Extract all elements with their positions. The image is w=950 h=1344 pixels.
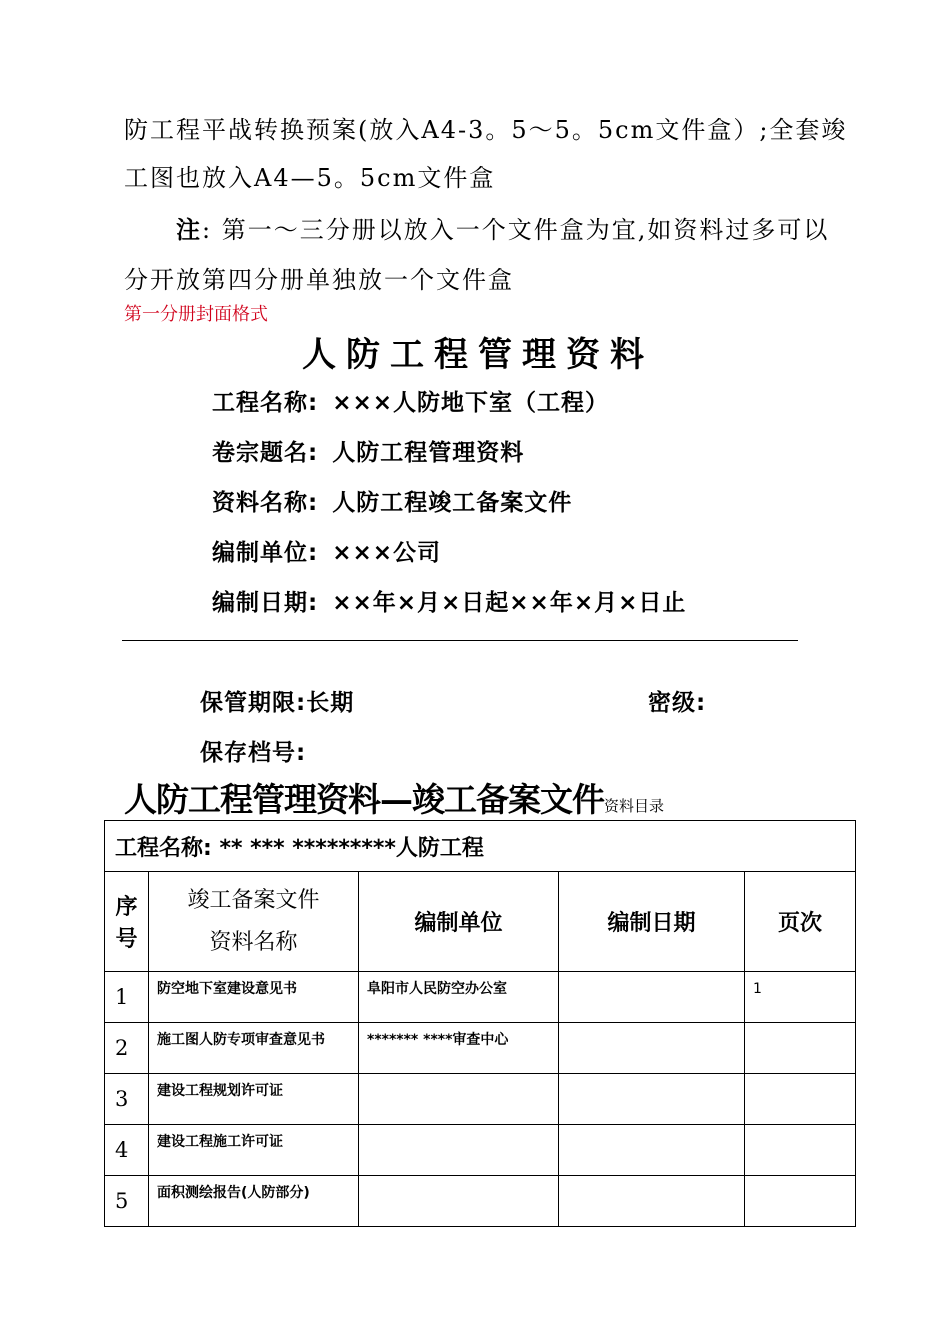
field-compiling-unit xyxy=(212,534,441,567)
row-page: 1 xyxy=(745,972,856,1023)
header-name-top: 竣工备案文件 xyxy=(187,887,320,913)
field-project-name xyxy=(212,384,609,417)
row-date xyxy=(559,1023,745,1074)
table-row xyxy=(105,972,856,1023)
row-no: 3 xyxy=(105,1074,149,1125)
row-date xyxy=(559,1176,745,1227)
field-value: ×××人防地下室（工程） xyxy=(332,390,610,416)
intro-line-2: 工图也放入A4—5。5cm文件盒 xyxy=(124,164,496,192)
row-date xyxy=(559,1074,745,1125)
field-compiling-date xyxy=(212,584,686,617)
row-doc-name: 面积测绘报告(人防部分) xyxy=(149,1176,359,1227)
header-seq-top: 序 xyxy=(115,894,138,920)
header-seq xyxy=(105,872,149,972)
table-row xyxy=(105,1125,856,1176)
retention-period: 保管期限:长期 xyxy=(200,690,355,716)
header-date: 编制日期 xyxy=(559,872,745,972)
header-row xyxy=(105,872,856,972)
header-unit: 编制单位 xyxy=(359,872,559,972)
note-line-2: 分开放第四分册单独放一个文件盒 xyxy=(124,266,514,294)
row-page xyxy=(745,1023,856,1074)
field-volume-title xyxy=(212,434,524,467)
directory-main-title: 人防工程管理资料—竣工备案文件 xyxy=(124,780,604,819)
field-value: 人防工程竣工备案文件 xyxy=(332,490,573,516)
field-value: ××年×月×日起××年×月×日止 xyxy=(332,590,687,616)
row-no: 2 xyxy=(105,1023,149,1074)
field-label: 资料名称: xyxy=(212,490,319,516)
row-no: 5 xyxy=(105,1176,149,1227)
table-row xyxy=(105,1176,856,1227)
header-name-bottom: 资料名称 xyxy=(209,929,298,955)
cover-format-caption: 第一分册封面格式 xyxy=(124,304,268,325)
row-no: 4 xyxy=(105,1125,149,1176)
directory-subtitle: 资料目录 xyxy=(604,797,665,815)
row-date xyxy=(559,972,745,1023)
secrecy-level: 密级: xyxy=(648,690,707,716)
field-label: 卷宗题名: xyxy=(212,440,319,466)
note-text: : 第一～三分册以放入一个文件盒为宜,如资料过多可以 xyxy=(202,216,830,244)
cover-divider xyxy=(122,640,798,641)
row-unit xyxy=(359,1074,559,1125)
row-doc-name: 防空地下室建设意见书 xyxy=(149,972,359,1023)
cover-title: 人防工程管理资料 xyxy=(302,335,654,375)
row-unit: ******* ****审查中心 xyxy=(359,1023,559,1074)
row-doc-name: 建设工程规划许可证 xyxy=(149,1074,359,1125)
field-value: 人防工程管理资料 xyxy=(332,440,525,466)
header-seq-bottom: 号 xyxy=(115,926,138,952)
table-row xyxy=(105,1023,856,1074)
project-name-row xyxy=(105,821,856,872)
archive-number: 保存档号: xyxy=(200,740,307,766)
row-no: 1 xyxy=(105,972,149,1023)
row-unit xyxy=(359,1125,559,1176)
note-label: 注 xyxy=(176,216,202,244)
row-page xyxy=(745,1074,856,1125)
field-label: 工程名称: xyxy=(212,390,319,416)
row-date xyxy=(559,1125,745,1176)
row-doc-name: 建设工程施工许可证 xyxy=(149,1125,359,1176)
field-label: 编制日期: xyxy=(212,590,319,616)
row-unit: 阜阳市人民防空办公室 xyxy=(359,972,559,1023)
project-name-cell: 工程名称: ** *** *********人防工程 xyxy=(105,821,856,872)
intro-line-1: 防工程平战转换预案(放入A4-3。5～5。5cm文件盒）;全套竣 xyxy=(124,116,848,144)
header-page: 页次 xyxy=(745,872,856,972)
directory-table xyxy=(104,820,856,1227)
row-page xyxy=(745,1125,856,1176)
table-row xyxy=(105,1074,856,1125)
row-unit xyxy=(359,1176,559,1227)
field-label: 编制单位: xyxy=(212,540,319,566)
directory-title xyxy=(124,774,664,821)
field-document-name xyxy=(212,484,572,517)
note-line-1 xyxy=(176,210,829,245)
field-value: ×××公司 xyxy=(332,540,442,566)
header-doc-name xyxy=(149,872,359,972)
row-page xyxy=(745,1176,856,1227)
row-doc-name: 施工图人防专项审查意见书 xyxy=(149,1023,359,1074)
